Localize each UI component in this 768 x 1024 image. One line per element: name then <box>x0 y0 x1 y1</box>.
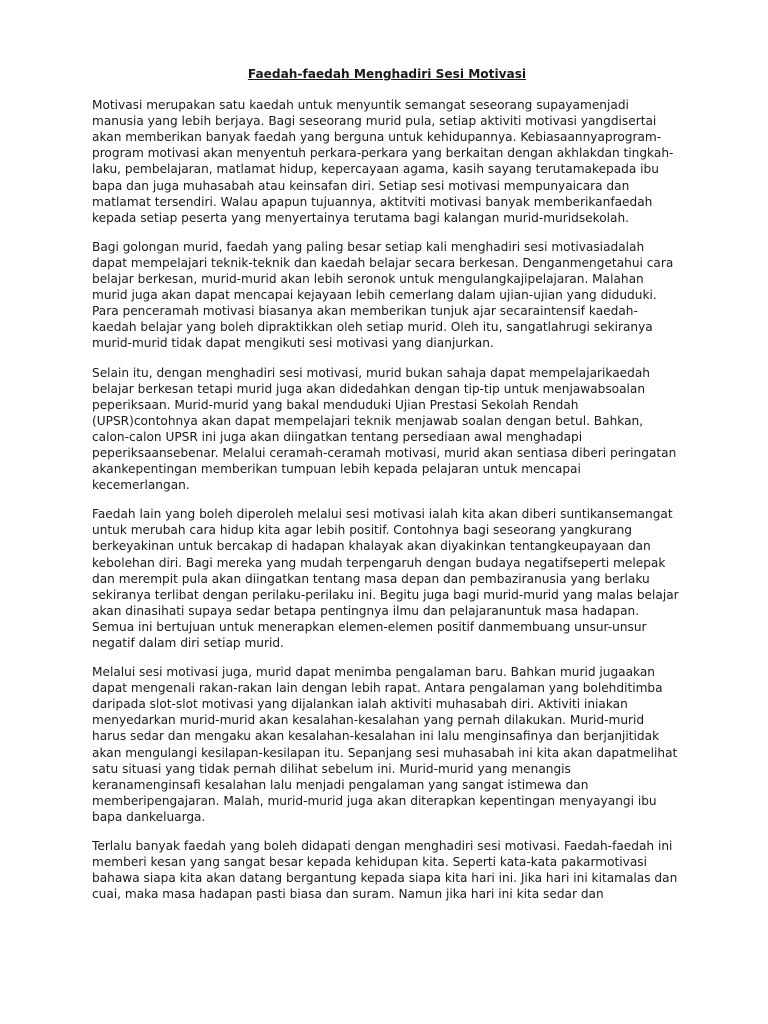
paragraph-line: melihat satu situasi yang tidak pernah dilihat sebelum ini. Murid-murid yang menangis kerana <box>92 745 678 792</box>
paragraph-line: Terlalu banyak faedah yang boleh didapati dengan menghadiri sesi motivasi. Faedah- <box>92 839 613 854</box>
paragraph-line: untuk masa hadapan. Semua ini bertujuan untuk menerapkan elemen-elemen positif dan <box>92 603 640 634</box>
paragraph-line: tidak akan mengulangi kesilapan-kesilapan itu. Sepanjang sesi muhasabah ini kita akan dapat <box>92 729 660 760</box>
paragraph-line: faedah ini memberi kesan yang sangat besar kepada kehidupan kita. Seperti kata-kata pakar <box>92 839 673 870</box>
paragraph <box>92 97 682 226</box>
paragraph-line: malas dan cuai, maka masa hadapan pasti biasa dan suram. Namun jika hari ini kita sedar dan <box>92 871 678 902</box>
paragraph-line: murid harus sedar dan mengaku akan kesalahan-kesalahan ini lalu menginsafinya dan berjanji <box>92 713 645 744</box>
paragraph-line: dan tingkah-laku, pembelajaran, matlamat hidup, kepercayaan agama, kasih sayang terutama <box>92 146 674 177</box>
paragraph <box>92 506 682 651</box>
document-title: Faedah-faedah Menghadiri Sesi Motivasi <box>247 67 527 81</box>
paragraph-line: pelajaran. Malahan murid juga akan dapat mencapai kejayaan lebih cemerlang dalam ujian- <box>92 272 644 303</box>
paragraph-line: akan menyedarkan murid-murid akan kesalahan-kesalahan yang pernah dilakukan. Murid- <box>92 697 628 728</box>
paragraph-line: calon UPSR ini juga akan diingatkan tentang persediaan awal menghadapi peperiksaan <box>92 429 583 460</box>
paragraph-line: program-program motivasi akan menyentuh perkara-perkara yang berkaitan dengan akhlak <box>92 130 662 161</box>
paragraph-line: cara dan matlamat tersendiri. Walau apapun tujuannya, aktitviti motivasi banyak memberikan <box>92 178 630 209</box>
paragraph-line: sebenar. Melalui ceramah-ceramah motivasi, murid akan sentiasa diberi peringatan akan <box>92 445 677 477</box>
document-body <box>92 97 682 902</box>
paragraph-line: intensif kaedah-kaedah belajar yang boleh dipraktikkan oleh setiap murid. Oleh itu, sangatlah <box>92 304 638 335</box>
paragraph-line: sekolah. <box>578 210 629 225</box>
paragraph-line: ditimba daripada slot-slot motivasi yang dijalankan ialah aktiviti muhasabah diri. Aktiviti ini <box>92 681 663 712</box>
paragraph-line: contohnya akan dapat mempelajari teknik menjawab soalan dengan betul. Bahkan, calon- <box>92 413 644 444</box>
paragraph-line: usia yang berlaku sekiranya terlibat dengan perilaku-perilaku ini. Begitu juga bagi murid- <box>92 571 650 602</box>
paragraph-line: Bagi golongan murid, faedah yang paling besar setiap kali menghadiri sesi motivasi <box>92 239 604 254</box>
paragraph-line: soalan peperiksaan. Murid-murid yang bakal menduduki Ujian Prestasi Sekolah Rendah (UPSR) <box>92 381 646 428</box>
paragraph-line: adalah dapat mempelajari teknik-teknik dan kaedah belajar secara berkesan. Dengan <box>92 239 645 270</box>
paragraph-line: ujian yang diduduki. Para penceramah motivasi biasanya akan memberikan tunjuk ajar secara <box>92 288 657 319</box>
paragraph-line: keluarga. <box>149 809 206 824</box>
paragraph-line: menjadi manusia yang lebih berjaya. Bagi seseorang murid pula, setiap aktiviti motivasi yang <box>92 98 629 129</box>
paragraph-line: menginsafi kesalahan lalu menjadi pengalaman yang sangat istimewa dan memberi <box>92 777 589 808</box>
paragraph-line: Faedah lain yang boleh diperoleh melalui sesi motivasi ialah kita akan diberi suntikan <box>92 507 612 522</box>
paragraph <box>92 664 682 825</box>
paragraph-line: keupayaan dan kebolehan diri. Bagi mereka yang mudah terpengaruh dengan budaya negatif <box>92 539 651 570</box>
paragraph-line: kurang berkeyakinan untuk bercakap di hadapan khalayak akan diyakinkan tentang <box>92 523 632 554</box>
paragraph <box>92 365 682 494</box>
paragraph <box>92 838 682 902</box>
paragraph-line: disertai akan memberikan banyak faedah yang berguna untuk kehidupannya. Kebiasaannya <box>92 114 657 145</box>
paragraph-line: membuang unsur-unsur negatif dalam diri setiap murid. <box>92 619 647 650</box>
paragraph <box>92 239 682 352</box>
document-page <box>92 60 682 915</box>
paragraph-line: Selain itu, dengan menghadiri sesi motivasi, murid bukan sahaja dapat mempelajari <box>92 365 606 380</box>
paragraph-line: Melalui sesi motivasi juga, murid dapat menimba pengalaman baru. Bahkan murid juga <box>92 665 626 680</box>
paragraph-line: kaedah belajar berkesan tetapi murid juga akan didedahkan dengan tip-tip untuk menjawab <box>92 365 650 396</box>
paragraph-line: seperti melepak dan merempit pula akan diingatkan tentang masa depan dan pembaziran <box>92 555 666 586</box>
paragraph-line: murid yang malas belajar akan dinasihati supaya sedar betapa pentingnya ilmu dan pelajaran <box>92 587 679 618</box>
paragraph-line: Motivasi merupakan satu kaedah untuk menyuntik semangat seseorang supaya <box>92 98 581 113</box>
paragraph-line: mengetahui cara belajar berkesan, murid-murid akan lebih seronok untuk mengulangkaji <box>92 255 674 287</box>
paragraph-line: faedah kepada setiap peserta yang menyertainya terutama bagi kalangan murid-murid <box>92 194 653 225</box>
paragraph-line: rugi sekiranya murid-murid tidak dapat mengikuti sesi motivasi yang dianjurkan. <box>92 320 653 351</box>
paragraph-line: semangat untuk merubah cara hidup kita agar lebih positif. Contohnya bagi seseorang yang <box>92 507 673 538</box>
paragraph-line: pengajaran. Malah, murid-murid juga akan diterapkan kepentingan menyayangi ibu bapa dan <box>92 793 657 824</box>
paragraph-line: akan dapat mengenali rakan-rakan lain dengan lebih rapat. Antara pengalaman yang boleh <box>92 665 656 696</box>
paragraph-line: kepada ibu bapa dan juga muhasabah atau keinsafan diri. Setiap sesi motivasi mempunyai <box>92 162 659 193</box>
paragraph-line: motivasi bahawa siapa kita akan datang bergantung kepada siapa kita hari ini. Jika hari ini kita <box>92 855 647 886</box>
paragraph-line: kepentingan memberikan tumpuan lebih kepada pelajaran untuk mencapai kecemerlangan. <box>92 462 581 493</box>
